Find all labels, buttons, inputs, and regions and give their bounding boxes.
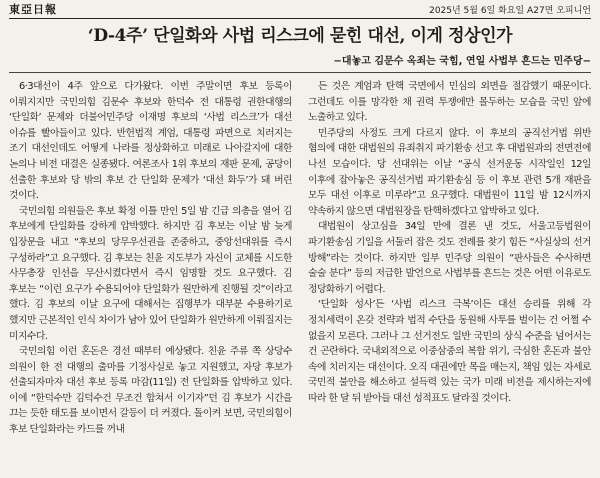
date-line: 2025년 5월 6일 화요일 A27면 오피니언 xyxy=(429,5,591,16)
paragraph: ‘단일화 성사’든 ‘사법 리스크 극복’이든 대선 승리를 위해 각 정치세력이 온갖 전략과 법적 수단을 동원해 사투를 벌이는 건 어쩔 수 없을지 모른다. 그러나 그 선거전도 일반 국민의 상식 수준을 넘어서는 건 곤란하다. 국내외적으로 이중삼중의 복합 위기, 극심한 혼돈과 불안 속에 치러지는 대선이다. 오직 대권에만 목을 매는지, 책임 있는 자세로 국민적 불안을 해소하고 설득력 있는 국가 미래 비전을 제시하는지에 따라 한 달 뒤 받아들 대선 성적표도 달라질 것이다. xyxy=(308,299,591,404)
subheadline: −대놓고 김문수 옥죄는 국힘, 연일 사법부 흔드는 민주당− xyxy=(9,52,591,73)
left-column xyxy=(9,79,292,438)
paragraph: 6·3대선이 4주 앞으로 다가왔다. 이번 주말이면 후보 등록이 이뤄지지만 국민의힘 김문수 후보와 한덕수 전 대통령 권한대행의 ‘단일화’ 문제와 더불어민주당 이재명 후보의 ‘사법 리스크’가 대선 이슈를 빨아들이고 있다. 반헌법적 계엄, 대통령 파면으로 치러지는 조기 대선인데도 어떻게 나라를 정상화하고 미래로 나아갈지에 대한 논의나 비전 대결은 실종됐다. 여론조사 1위 후보의 재판 문제, 공당이 선출한 후보와 당 밖의 후보 간 단일화 문제가 ‘대선 화두’가 돼 버린 것이다. xyxy=(9,81,292,202)
newspaper-logo: 東亞日報 xyxy=(9,3,57,16)
paragraph: 대법원이 상고심을 34일 만에 결론 낸 것도, 서울고등법원이 파기환송심 기일을 서둘러 잡은 것도 전례를 찾기 힘든 “사실상의 선거 방해”라는 것이다. 하지만 일부 민주당 의원이 “판사들은 수사하면 술술 분다” 등의 저급한 발언으로 사법부를 흔드는 것은 어떤 이유로도 정당화하기 어렵다. xyxy=(308,221,591,295)
paragraph: 든 것은 계엄과 탄핵 국면에서 민심의 외면을 절감했기 때문이다. 그런데도 이를 망각한 채 권력 투쟁에만 몰두하는 모습을 국민 앞에 노출하고 있다. xyxy=(308,81,591,124)
headline: ‘D-4주’ 단일화와 사법 리스크에 묻힌 대선, 이게 정상인가 xyxy=(87,26,513,46)
paragraph: 국민의힘 의원들은 후보 확정 이틀 만인 5일 밤 긴급 의총을 열어 김 후보에게 단일화를 강하게 압박했다. 하지만 김 후보는 이날 밤 늦게 입장문을 내고 “후보의 당무우선권을 존중하고, 중앙선대위를 즉시 구성하라”고 요구했다. 김 후보는 친윤 지도부가 자신이 교체를 시도한 사무총장 인선을 무산시켰다면서 즉시 임명할 것도 요구했다. 김 후보는 “이런 요구가 수용되어야 단일화가 원만하게 진행될 것”이라고 했다. 김 후보의 이날 요구에 대해서는 집행부가 대부분 수용하기로 했지만 근본적인 인식 차이가 남아 있어 단일화가 원만하게 이뤄질지는 미지수다. xyxy=(9,205,292,342)
paragraph: 국민의힘 이런 혼돈은 경선 때부터 예상됐다. 친윤 주류 쪽 상당수 의원이 한 전 대행의 출마를 기정사실로 놓고 지원했고, 자당 후보가 선출되자마자 대선 후보 등록 마감(11일) 전 단일화를 압박하고 있다. 이에 “한덕수만 김덕수건 무조건 합쳐서 이기자”던 김 후보가 시간을 끄는 듯한 태도를 보이면서 갈등이 더 커졌다. 돌이켜 보면, 국민의힘이 후보 단일화라는 카드를 꺼내 xyxy=(9,346,292,436)
article-body xyxy=(9,79,591,438)
right-column xyxy=(308,79,591,438)
masthead xyxy=(9,0,591,19)
paragraph: 민주당의 사정도 크게 다르지 않다. 이 후보의 공직선거법 위반 혐의에 대한 대법원의 유죄취지 파기환송 선고 후 대법원과의 전면전에 나선 모습이다. 당 선대위는 이날 “공식 선거운동 시작일인 12일 이후에 잡아놓은 공직선거법 파기환송심 등 이 후보 관련 5개 재판을 모두 대선 이후로 미루라”고 요구했다. 대법원이 11일 밤 12시까지 약속하지 않으면 대법원장을 탄핵하겠다고 압박하고 있다. xyxy=(308,127,591,217)
